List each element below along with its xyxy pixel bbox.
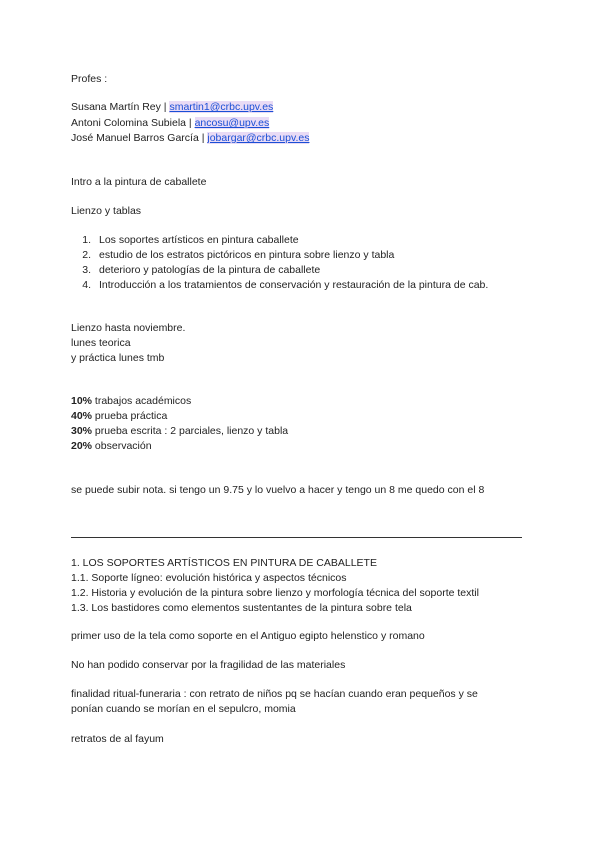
temario-item — [73, 249, 394, 262]
profes-label: Profes : — [71, 73, 108, 85]
profe-email-link[interactable]: jobargar@crbc.upv.es — [207, 132, 310, 144]
temario-item — [73, 279, 488, 292]
note-paragraph: No han podido conservar por la fragilidad de las materiales — [71, 659, 346, 671]
note-paragraph: ponían cuando se morían en el sepulcro, momia — [71, 703, 296, 715]
note-paragraph: retratos de al fayum — [71, 733, 164, 745]
evaluacion-pct: 10% — [71, 395, 93, 407]
horario-line: y práctica lunes tmb — [71, 352, 165, 364]
profe-row — [71, 117, 269, 130]
list-text: Los soportes artísticos en pintura caballete — [99, 234, 299, 246]
intro-line: Intro a la pintura de caballete — [71, 176, 207, 188]
evaluacion-item — [71, 395, 191, 408]
temario-item — [73, 234, 299, 247]
list-number: 4. — [82, 279, 91, 291]
subsection-line: 1.1. Soporte lígneo: evolución histórica y aspectos técnicos — [71, 572, 347, 584]
temario-item — [73, 264, 320, 277]
note-paragraph: primer uso de la tela como soporte en el Antiguo egipto helenstico y romano — [71, 630, 425, 642]
profe-email-link[interactable]: ancosu@upv.es — [194, 117, 270, 129]
evaluacion-pct: 30% — [71, 425, 93, 437]
horario-line: Lienzo hasta noviembre. — [71, 322, 186, 334]
profe-row — [71, 101, 273, 114]
nota-line: se puede subir nota. si tengo un 9.75 y lo vuelvo a hacer y tengo un 8 me quedo con el 8 — [71, 484, 485, 496]
subsection-line: 1.2. Historia y evolución de la pintura sobre lienzo y morfología técnica del soporte textil — [71, 587, 479, 599]
lienzo-tablas-line: Lienzo y tablas — [71, 205, 142, 217]
evaluacion-item — [71, 425, 288, 438]
horizontal-divider — [71, 537, 522, 538]
list-number: 3. — [82, 264, 91, 276]
evaluacion-text: observación — [92, 440, 152, 452]
list-number: 2. — [82, 249, 91, 261]
profe-row — [71, 132, 309, 145]
profe-email-link[interactable]: smartin1@crbc.upv.es — [169, 101, 274, 113]
subsection-line: 1.3. Los bastidores como elementos sustentantes de la pintura sobre tela — [71, 602, 412, 614]
evaluacion-text: prueba práctica — [92, 410, 168, 422]
list-number: 1. — [82, 234, 91, 246]
list-text: estudio de los estratos pictóricos en pintura sobre lienzo y tabla — [99, 249, 395, 261]
horario-line: lunes teorica — [71, 337, 131, 349]
profe-name: Susana Martín Rey | — [71, 101, 167, 113]
section-title: 1. LOS SOPORTES ARTÍSTICOS EN PINTURA DE CABALLETE — [71, 557, 377, 569]
evaluacion-pct: 20% — [71, 440, 93, 452]
profe-name: José Manuel Barros García | — [71, 132, 205, 144]
profe-name: Antoni Colomina Subiela | — [71, 117, 192, 129]
note-paragraph: finalidad ritual-funeraria : con retrato de niños pq se hacían cuando eran pequeños y se — [71, 688, 478, 700]
evaluacion-item — [71, 440, 152, 453]
evaluacion-text: trabajos académicos — [92, 395, 192, 407]
evaluacion-text: prueba escrita : 2 parciales, lienzo y tabla — [92, 425, 289, 437]
list-text: deterioro y patologías de la pintura de caballete — [99, 264, 321, 276]
evaluacion-item — [71, 410, 167, 423]
list-text: Introducción a los tratamientos de conservación y restauración de la pintura de cab. — [99, 279, 489, 291]
evaluacion-pct: 40% — [71, 410, 93, 422]
